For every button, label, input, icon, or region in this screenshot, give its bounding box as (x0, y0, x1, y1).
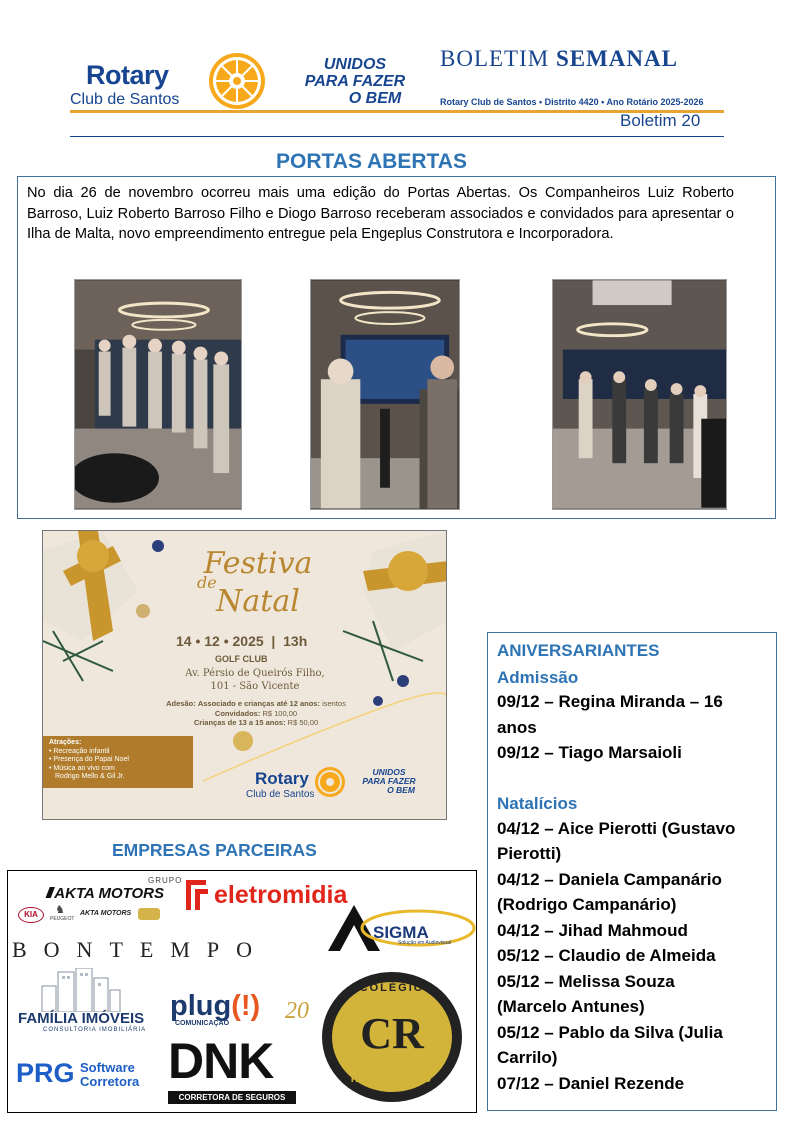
flyer-attraction-item: • Recreação infantil (49, 747, 110, 755)
flyer-venue: GOLF CLUB (215, 654, 268, 664)
flyer-adesao (151, 699, 361, 709)
birthday-line: 07/12 – Daniel Rezende (497, 1073, 685, 1093)
flyer-attraction-item: Rodrigo Mello & Gil Jr. (55, 773, 125, 780)
bulletin-title-light: BOLETIM (440, 46, 550, 71)
colegio-renovacao-logo (322, 972, 462, 1102)
flyer-attractions-title: Atrações: (49, 739, 82, 746)
peugeot-name: PEUGEOT (50, 916, 75, 922)
sigma-tagline: Solução em Audiovisual (398, 940, 452, 946)
birthday-line: 05/12 – Melissa Souza (497, 971, 675, 991)
flyer-motto (349, 768, 429, 795)
flyer-title-line-1: Festiva (203, 546, 313, 581)
rotary-wheel-logo (202, 50, 272, 112)
birthday-line: 05/12 – Pablo da Silva (Julia (497, 1022, 723, 1042)
flyer-attractions (49, 739, 189, 782)
flyer-criancas-label: Crianças de 13 a 15 anos: (193, 718, 286, 727)
flyer-brand-name: Rotary (255, 769, 309, 788)
section-title-partners: EMPRESAS PARCEIRAS (112, 840, 317, 860)
festiva-de-natal-flyer (42, 530, 447, 820)
colegio-monogram: CR (360, 1009, 424, 1058)
flyer-date-row: 14 • 12 • 2025 | 13h (176, 633, 308, 649)
familia-imoveis-buildings-icon (40, 968, 122, 1012)
motto-line-1: UNIDOS (323, 56, 387, 73)
plug-bulb-icon: (!) (231, 990, 261, 1022)
plug-name: plug (170, 990, 232, 1022)
event-photo-2 (310, 279, 460, 510)
motto-line-2: PARA FAZER (304, 73, 406, 90)
prg-tagline (80, 1061, 139, 1089)
familia-imoveis-tagline: CONSULTORIA IMOBILIÁRIA (43, 1027, 147, 1033)
natalicios-label: Natalícios (497, 793, 578, 813)
plug-tagline: COMUNICAÇÃO (175, 1020, 230, 1027)
dnk-logo: DNK (168, 1033, 274, 1089)
flyer-adesao-text: Associado e crianças até 12 anos: (197, 699, 320, 708)
flyer-title-line-2: de (197, 573, 217, 592)
birthday-spacer (497, 766, 767, 791)
birthday-line: 04/12 – Aice Pierotti (Gustavo (497, 818, 736, 838)
prg-name: PRG (16, 1058, 75, 1088)
header-blue-rule (70, 136, 724, 137)
birthday-line: (Marcelo Antunes) (497, 997, 645, 1016)
bulletin-subtitle: Rotary Club de Santos • Distrito 4420 • Ano Rotário 2025-2026 (440, 97, 704, 107)
birthday-line: 04/12 – Daniela Campanário (497, 869, 722, 889)
flyer-convidados-label: Convidados: (214, 708, 261, 718)
peugeot-logo (50, 904, 75, 922)
flyer-address-line-2: 101 - São Vicente (210, 681, 300, 692)
prg-logo (16, 1058, 75, 1089)
prg-line-2: Corretora (80, 1074, 140, 1089)
flyer-criancas (151, 718, 361, 728)
birthday-line: Pierotti) (497, 844, 562, 863)
admissao-label: Admissão (497, 668, 579, 687)
event-photo-1 (74, 279, 242, 510)
colegio-top-text: COLÉGIO (359, 982, 425, 994)
dnk-tagline: CORRETORA DE SEGUROS (168, 1091, 296, 1104)
bulletin-title-bold: SEMANAL (555, 46, 678, 71)
flyer-address-line-1: Av. Pérsio de Queirós Filho, (185, 668, 325, 679)
event-photo-3 (552, 279, 727, 510)
birthday-line: 09/12 – Regina Miranda – 16 (497, 692, 723, 711)
birthday-line: 04/12 – Jihad Mahmoud (497, 920, 688, 940)
flyer-convidados (151, 709, 361, 719)
bontempo-logo (12, 937, 269, 963)
sigma-name: SIGMA (373, 923, 429, 942)
flyer-date: 14 • 12 • 2025 (176, 633, 264, 649)
flyer-criancas-value: R$ 50,00 (287, 718, 319, 727)
flyer-brand-sub: Club de Santos (246, 789, 315, 800)
kia-name: KIA (24, 910, 38, 919)
flyer-title (183, 546, 333, 619)
flyer-convidados-value: R$ 100,00 (262, 708, 298, 718)
eletromidia-logo: eletromidia (214, 881, 348, 909)
birthday-line: (Rodrigo Campanário) (497, 895, 677, 914)
flyer-attraction-item: • Presença do Papai Noel (49, 756, 129, 763)
bontempo-name: BONTEMPO (12, 937, 270, 962)
header-brand-name: Rotary (86, 60, 169, 90)
motto-line-3: O BEM (348, 90, 402, 107)
birthdays-title: ANIVERSARIANTES (497, 641, 660, 660)
birthday-line: 05/12 – Claudio de Almeida (497, 946, 716, 965)
eletromidia-icon (186, 880, 208, 910)
birthday-line: Carrilo) (497, 1048, 558, 1067)
flyer-adesao-value: isentos (322, 699, 346, 708)
portas-abertas-text: No dia 26 de novembro ocorreu mais uma edição do Portas Abertas. Os Companheiros Luiz Roberto Barroso, Luiz Roberto Barroso Filho e Diogo Barroso receberam associados e convidados para apresentar o Ilha de Malta, novo empreendimento entregue pela Engeplus Construtora e Incorporadora. (27, 185, 734, 242)
akta-stripes-icon: //// (46, 885, 51, 902)
birthdays-list (497, 666, 767, 1096)
akta-motors-logo (46, 885, 164, 902)
section-title-portas-abertas: PORTAS ABERTAS (276, 150, 467, 173)
brand-shield-icon (138, 908, 160, 920)
flyer-title-line-3: Natal (216, 584, 300, 619)
kia-logo (18, 907, 44, 923)
prg-line-1: Software (80, 1060, 135, 1075)
birthday-line: anos (497, 717, 537, 737)
plug-years-badge: 20 (285, 998, 309, 1024)
akta-motors-name: AKTA MOTORS (54, 885, 165, 902)
flyer-prices (151, 699, 361, 728)
bulletin-title (440, 46, 678, 72)
issue-number: Boletim 20 (620, 111, 701, 130)
header-motto (280, 56, 430, 107)
flyer-motto-line-2: PARA FAZER (362, 776, 416, 786)
akta-group-label: GRUPO (148, 876, 183, 885)
plug-logo (170, 990, 260, 1023)
header-brand-sub: Club de Santos (70, 91, 180, 108)
flyer-adesao-label: Adesão: (166, 699, 196, 708)
peugeot-lion-icon: ♞ (55, 904, 65, 916)
colegio-bottom-text: RENOVAÇÃO (350, 1074, 434, 1085)
familia-imoveis-name: FAMÍLIA IMÓVEIS (18, 1010, 145, 1027)
akta-motors-small: AKTA MOTORS (80, 910, 132, 917)
flyer-motto-line-1: UNIDOS (372, 767, 406, 777)
flyer-time: 13h (283, 633, 308, 649)
flyer-attraction-item: • Música ao vivo com (49, 764, 115, 772)
birthday-line: 09/12 – Tiago Marsaioli (497, 743, 682, 762)
flyer-motto-line-3: O BEM (387, 785, 415, 795)
flyer-address (180, 667, 330, 693)
